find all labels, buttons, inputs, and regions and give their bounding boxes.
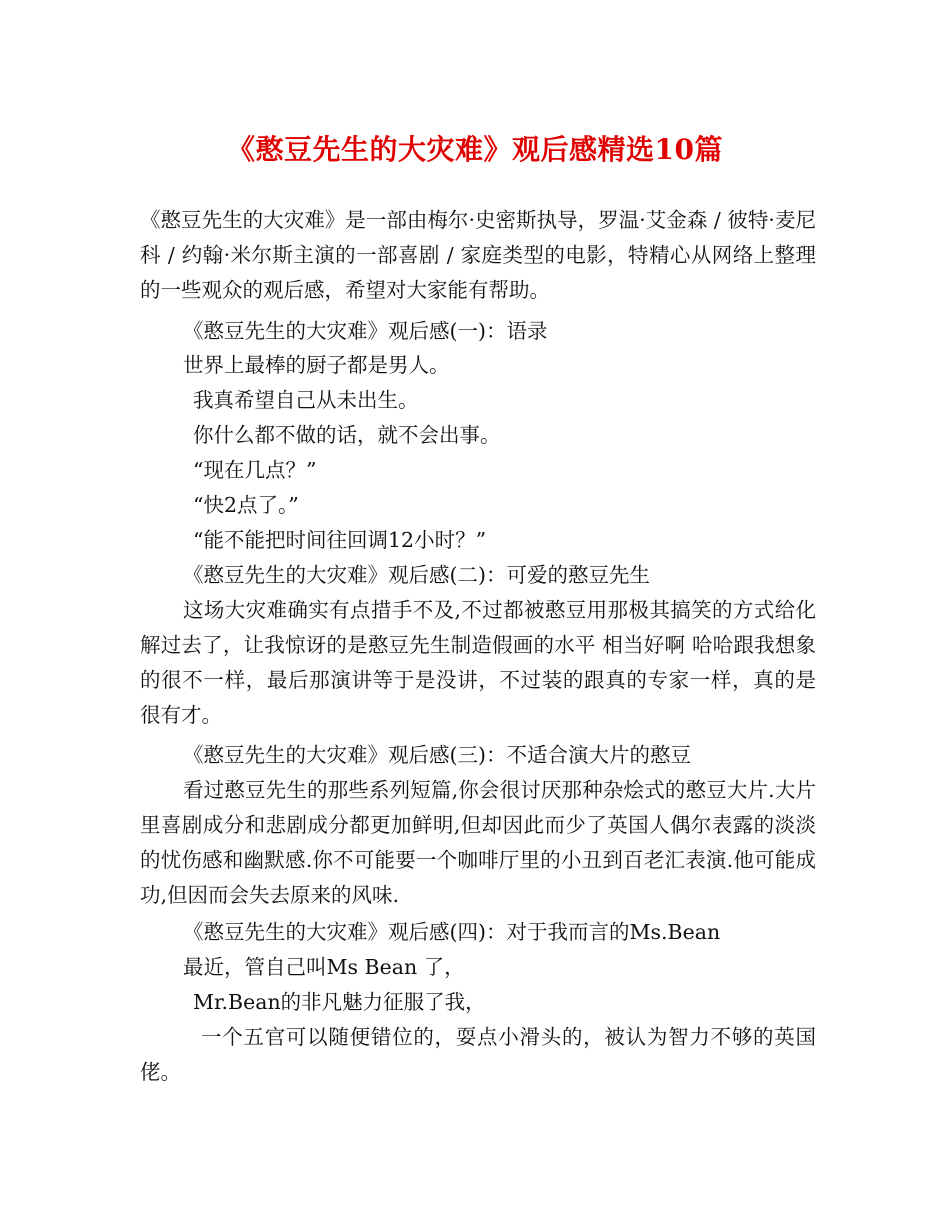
quote-line: “能不能把时间往回调12小时？”	[193, 528, 487, 552]
section1-heading: 《憨豆先生的大灾难》观后感(一)：语录	[183, 319, 548, 343]
quote-line: 我真希望自己从未出生。	[193, 388, 419, 412]
quote-line: 世界上最棒的厨子都是男人。	[183, 353, 450, 377]
section2-paragraph: 这场大灾难确实有点措手不及,不过都被憨豆用那极其搞笑的方式给化解过去了，让我惊讶的是憨豆先生制造假画的水平 相当好啊 哈哈跟我想象的很不一样，最后那演讲等于是没讲，不过装的跟真的专家一样，真的是很有才。	[140, 598, 816, 727]
section3-heading: 《憨豆先生的大灾难》观后感(三)：不适合演大片的憨豆	[183, 743, 691, 767]
section4-line: 最近，管自己叫Ms Bean 了，	[183, 955, 465, 979]
quote-line: “现在几点？”	[193, 458, 317, 482]
section3-paragraph: 看过憨豆先生的那些系列短篇,你会很讨厌那种杂烩式的憨豆大片.大片里喜剧成分和悲剧成分都更加鲜明,但却因此而少了英国人偶尔表露的淡淡的忧伤感和幽默感.你不可能要一个咖啡厅里的小丑到百老汇表演.他可能成功,但因而会失去原来的风味.	[140, 778, 816, 907]
section4-paragraph: 一个五官可以随便错位的，耍点小滑头的，被认为智力不够的英国佬。	[140, 1025, 816, 1084]
section2-heading: 《憨豆先生的大灾难》观后感(二)：可爱的憨豆先生	[183, 563, 650, 587]
section4-heading: 《憨豆先生的大灾难》观后感(四)：对于我而言的Ms.Bean	[183, 920, 721, 944]
quote-line: 你什么都不做的话，就不会出事。	[193, 423, 501, 447]
section4-line: Mr.Bean的非凡魅力征服了我，	[193, 990, 486, 1014]
intro-paragraph: 《憨豆先生的大灾难》是一部由梅尔·史密斯执导，罗温·艾金森 / 彼特·麦尼科 / 约翰·米尔斯主演的一部喜剧 / 家庭类型的电影，特精心从网络上整理的一些观众的观后感，希望对大家能有帮助。	[140, 208, 816, 302]
quote-line: “快2点了。”	[193, 493, 299, 517]
document-title: 《憨豆先生的大灾难》观后感精选10篇	[227, 133, 723, 166]
